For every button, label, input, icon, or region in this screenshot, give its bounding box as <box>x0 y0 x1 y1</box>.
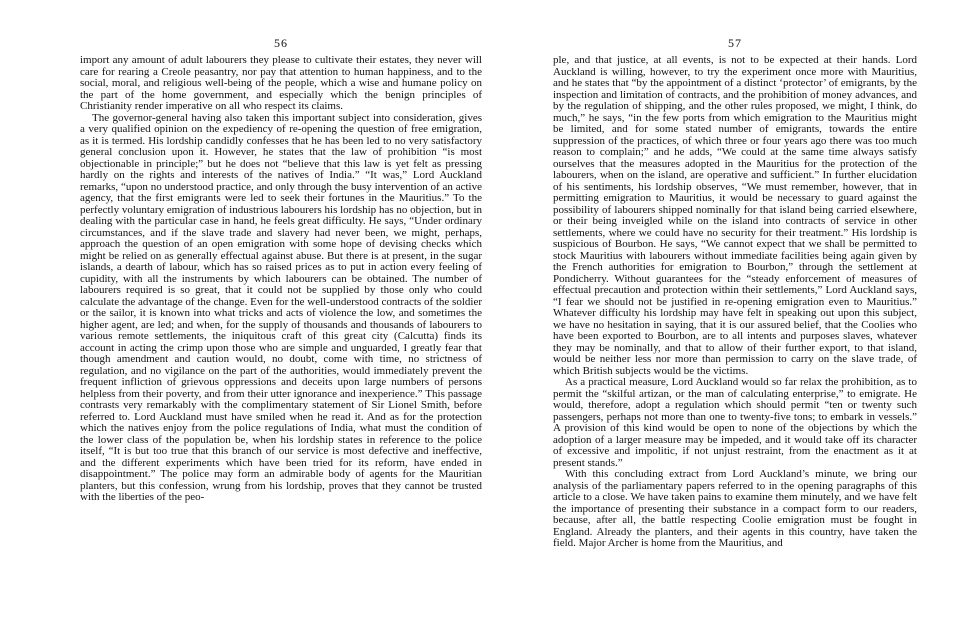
page-number: 57 <box>728 36 742 50</box>
page-body <box>553 55 917 550</box>
paragraph: As a practical measure, Lord Auckland would so far relax the prohibition, as to permit the “skilful artizan, or the man of calculating enterprise,” to emigrate. He would, therefore, adopt a regulation which should permit “ten or twenty such passengers, perhaps not more than one to twenty-five tons; to embark in vessels.” A provision of this kind would be open to none of the objections by which the adoption of a larger measure may be impeded, and it would take off its character of excessive and impolitic, if not unjust restraint, from the enactment as it at present stands.” <box>553 376 917 469</box>
left-page <box>80 0 482 623</box>
paragraph: The governor-general having also taken this important subject into consideration, gives a very qualified opinion on the expediency of re-opening the question of free emigration, as it is termed. His lordship candidly confesses that he has been led to no very satisfactory general conclusion upon it. However, he states that the law of prohibition “is most objectionable in principle;” but he does not “believe that this law is yet felt as pressing hardly on the rights and interests of the natives of India.” “It was,” Lord Auckland remarks, “upon no understood practice, and only through the busy intervention of an active agency, that the first emigrants were led to seek their fortunes in the Mauritius.” To the perfectly voluntary emigration of industrious labourers his lordship has no objection, but in dealing with the particular case in hand, he feels great difficulty. He says, “Under ordinary circumstances, and if the slave trade and slavery had never been, we might, perhaps, approach the question of an open emigration with some hope of devising checks which might be relied on as generally effectual against abuse. But there is at present, in the sugar islands, a dearth of labour, which has so raised prices as to put in action every feeling of cupidity, with all the instruments by which labourers can be obtained. The number of labourers required is so great, that it could not be supplied by those only who could calculate the advantage of the change. Even for the well-understood contracts of the soldier or the sailor, it is known into what tricks and acts of violence the low, and sometimes the higher agent, are led; and when, for the supply of thousands and thousands of labourers to various remote settlements, the iniquitous craft of this great city (Calcutta) finds its account in acting the crimp upon those who are simple and unguarded, I greatly fear that though amendment and caution would, no doubt, come with time, no strictness of regulation, and no vigilance on the part of the authorities, would immediately prevent the frequent infliction of grievous oppressions and deceits upon large numbers of persons helpless from their poverty, and from their utter ignorance and inexperience.” This passage contrasts very remarkably with the complimentary statement of Sir Lionel Smith, before referred to. Lord Auckland must have smiled when he read it. And as for the protection which the natives enjoy from the police regulations of India, what must the condition of the lower class of the population be, when his lordship states in reference to the police itself, “It is but too true that this branch of our service is most defective and ineffective, and the different experiments which have been tried for its reform, have ended in disappointment.” The police may form an admirable body of agents for the Mauritian planters, but this confession, wrung from his lordship, proves that they cannot be trusted with the liberties of the peo- <box>80 111 482 503</box>
page-body <box>80 55 482 504</box>
paragraph: import any amount of adult labourers they please to cultivate their estates, they never will care for rearing a Creole peasantry, nor pay that attention to human happiness, and to the social, moral, and religious well-being of the people, which a wise and humane policy on the part of the home government, and especially which the benign principles of Christianity render imperative on all who respect its claims. <box>80 54 482 112</box>
paragraph: With this concluding extract from Lord Auckland’s minute, we bring our analysis of the parliamentary papers referred to in the opening paragraphs of this article to a close. We have taken pains to examine them minutely, and we have felt the importance of presenting their substance in a compact form to our readers, because, after all, the battle respecting Coolie emigration must be fought in England. Already the planters, and their agents in this country, have taken the field. Major Archer is home from the Mauritius, and <box>553 468 917 549</box>
right-page <box>553 0 917 623</box>
paragraph: ple, and that justice, at all events, is not to be expected at their hands. Lord Auckland is willing, however, to try the experiment once more with Mauritius, and he states that “by the appointment of a distinct ‘protector’ of emigrants, by the inspection and limitation of contracts, and the prohibition of money advances, and by the regulation of shipping, and the other rules proposed, we might, I think, do much,” he says, “in the few ports from which emigration to the Mauritius might be limited, and for some stated number of emigrants, towards the entire suppression of the practices, of which three or four years ago there was too much reason to complain;” and he adds, “We could at the same time always satisfy ourselves that the measures adopted in the Mauritius for the protection of the labourers, when on the island, are operative and sufficient.” In further elucidation of his sentiments, his lordship observes, “We must remember, however, that in permitting emigration to Mauritius, it would be necessary to guard against the possibility of labourers shipped nominally for that island being carried elsewhere, or their being inveigled while on the island into contracts of service in other settlements, where we could have no security for their treatment.” His lordship is suspicious of Bourbon. He says, “We cannot expect that we shall be permitted to stock Mauritius with labourers without immediate facilities being again given by the French authorities for emigration to Bourbon,” through the settlement at Pondicherry. Without guarantees for the “steady enforcement of measures of effectual precaution and protection within their settlements,” Lord Auckland says, “I fear we should not be justified in re-opening emigration even to Mauritius.” Whatever difficulty his lordship may have felt in speaking out upon this subject, we have no hesitation in saying, that it is our assured belief, that the Coolies who have been exported to Bourbon, are to all intents and purposes slaves, whatever they may be nominally, and that to allow of their further export, to that island, would be neither less nor more than permission to carry on the slave trade, of which British subjects would be the victims. <box>553 54 917 377</box>
page-number: 56 <box>274 36 288 50</box>
